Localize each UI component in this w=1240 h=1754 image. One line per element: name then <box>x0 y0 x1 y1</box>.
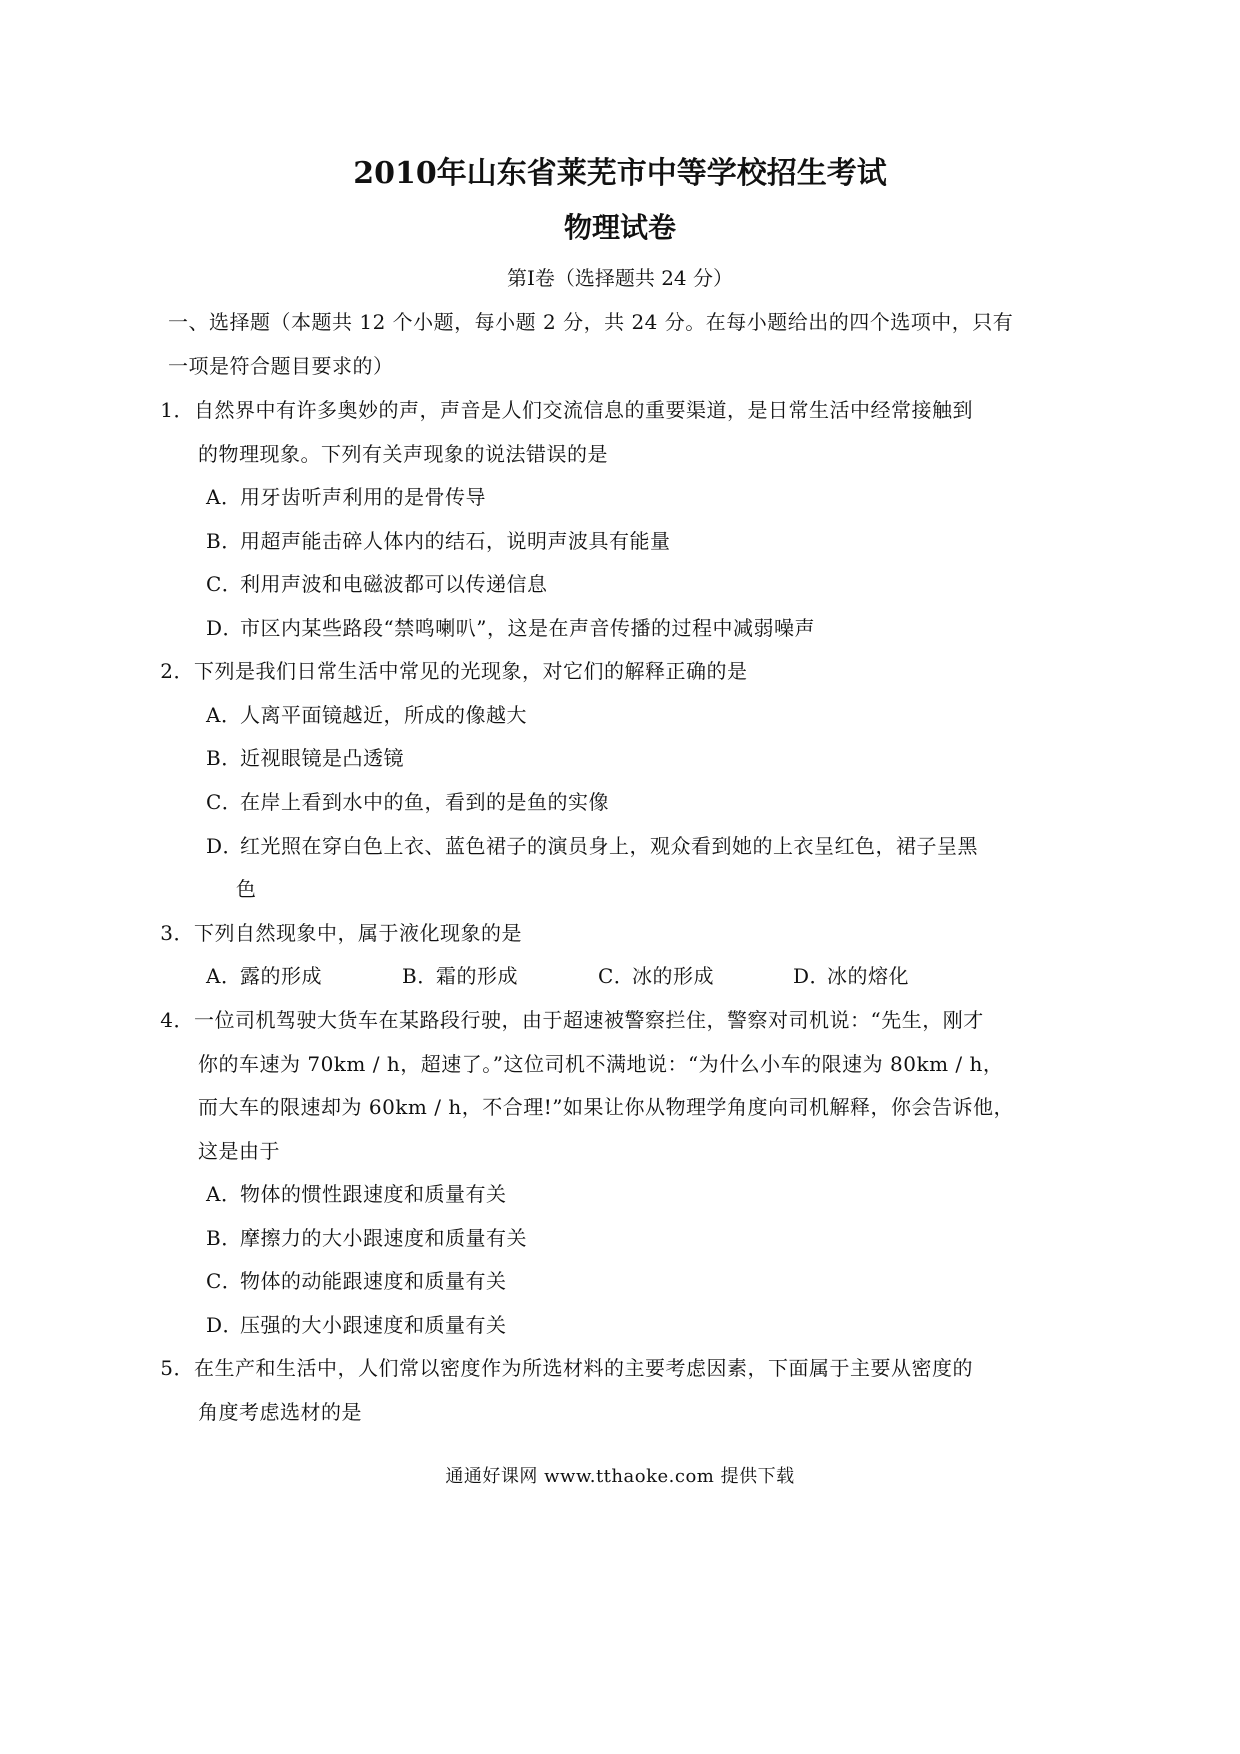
option-row <box>206 1222 527 1251</box>
option-text: 露的形成 <box>240 964 322 988</box>
question-4-stem-cont: 你的车速为 70km / h，超速了。”这位司机不满地说：“为什么小车的限速为 80km / h， <box>198 1052 1004 1076</box>
option-row <box>206 1265 507 1294</box>
option-label: B． <box>206 529 242 553</box>
option-row <box>402 960 518 989</box>
option-text-cont: 色 <box>236 877 257 901</box>
question-stem: 在生产和生活中，人们常以密度作为所选材料的主要考虑因素，下面属于主要从密度的 <box>194 1356 973 1380</box>
page-footer: 通通好课网 www.tthaoke.com 提供下载 <box>445 1466 795 1487</box>
option-text: 摩擦力的大小跟速度和质量有关 <box>240 1226 527 1250</box>
option-text: 物体的动能跟速度和质量有关 <box>240 1269 507 1293</box>
option-text: 近视眼镜是凸透镜 <box>240 746 404 770</box>
option-text: 用超声能击碎人体内的结石，说明声波具有能量 <box>240 529 671 553</box>
option-text: 市区内某些路段“禁鸣喇叭”，这是在声音传播的过程中减弱噪声 <box>240 616 815 640</box>
option-text: 物体的惯性跟速度和质量有关 <box>240 1182 507 1206</box>
question-stem: 一位司机驾驶大货车在某路段行驶，由于超速被警察拦住，警察对司机说：“先生，刚才 <box>194 1008 984 1032</box>
option-text: 冰的熔化 <box>827 964 909 988</box>
section-heading: 第Ⅰ卷（选择题共 24 分） <box>506 266 734 290</box>
question-5-stem-cont: 角度考虑选材的是 <box>198 1400 362 1424</box>
option-row <box>206 1309 507 1338</box>
option-label: D． <box>206 616 244 640</box>
subject-title: 物理试卷 <box>563 211 676 244</box>
option-label: A． <box>206 703 242 727</box>
question-4-stem-cont: 而大车的限速却为 60km / h，不合理!”如果让你从物理学角度向司机解释，你会告诉他， <box>198 1095 1014 1119</box>
option-label: A． <box>206 964 242 988</box>
option-label: B． <box>206 1226 242 1250</box>
option-label: C． <box>206 1269 243 1293</box>
question-number: 3． <box>160 921 194 945</box>
question-stem: 下列自然现象中，属于液化现象的是 <box>194 921 522 945</box>
instructions-line-1: 一、选择题（本题共 12 个小题，每小题 2 分，共 24 分。在每小题给出的四个选项中，只有 <box>168 310 1014 334</box>
question-stem: 自然界中有许多奥妙的声，声音是人们交流信息的重要渠道，是日常生活中经常接触到 <box>194 398 973 422</box>
exam-title: 2010年山东省莱芜市中等学校招生考试 <box>353 156 887 191</box>
option-text: 人离平面镜越近，所成的像越大 <box>240 703 527 727</box>
question-1 <box>160 394 973 423</box>
option-row <box>206 612 815 641</box>
option-row <box>206 786 609 815</box>
option-label: A． <box>206 485 242 509</box>
option-label: B． <box>402 964 438 988</box>
option-row <box>206 699 527 728</box>
option-label: D． <box>206 1313 244 1337</box>
instructions-line-2: 一项是符合题目要求的） <box>168 354 394 378</box>
option-text: 在岸上看到水中的鱼，看到的是鱼的实像 <box>240 790 609 814</box>
question-2 <box>160 655 748 684</box>
question-number: 1． <box>160 398 194 422</box>
question-3 <box>160 917 522 946</box>
option-row <box>793 960 909 989</box>
question-1-stem-cont: 的物理现象。下列有关声现象的说法错误的是 <box>198 442 608 466</box>
question-number: 2． <box>160 659 194 683</box>
question-number: 5． <box>160 1356 194 1380</box>
question-4 <box>160 1004 984 1033</box>
question-4-stem-cont: 这是由于 <box>198 1139 280 1163</box>
option-row <box>206 960 322 989</box>
option-text: 利用声波和电磁波都可以传递信息 <box>240 572 548 596</box>
option-label: D． <box>793 964 831 988</box>
option-text: 霜的形成 <box>436 964 518 988</box>
question-number: 4． <box>160 1008 194 1032</box>
option-row <box>206 481 486 510</box>
question-stem: 下列是我们日常生活中常见的光现象，对它们的解释正确的是 <box>194 659 748 683</box>
option-label: A． <box>206 1182 242 1206</box>
option-label: D． <box>206 834 244 858</box>
option-row <box>206 830 978 859</box>
option-label: B． <box>206 746 242 770</box>
option-label: C． <box>598 964 635 988</box>
option-label: C． <box>206 572 243 596</box>
option-label: C． <box>206 790 243 814</box>
option-text: 压强的大小跟速度和质量有关 <box>240 1313 507 1337</box>
option-row <box>598 960 714 989</box>
option-row <box>206 742 404 771</box>
option-row <box>206 1178 507 1207</box>
option-row <box>206 525 671 554</box>
question-5 <box>160 1352 973 1381</box>
option-row <box>206 568 548 597</box>
option-text: 红光照在穿白色上衣、蓝色裙子的演员身上，观众看到她的上衣呈红色，裙子呈黑 <box>240 834 978 858</box>
option-text: 用牙齿听声利用的是骨传导 <box>240 485 486 509</box>
option-text: 冰的形成 <box>632 964 714 988</box>
